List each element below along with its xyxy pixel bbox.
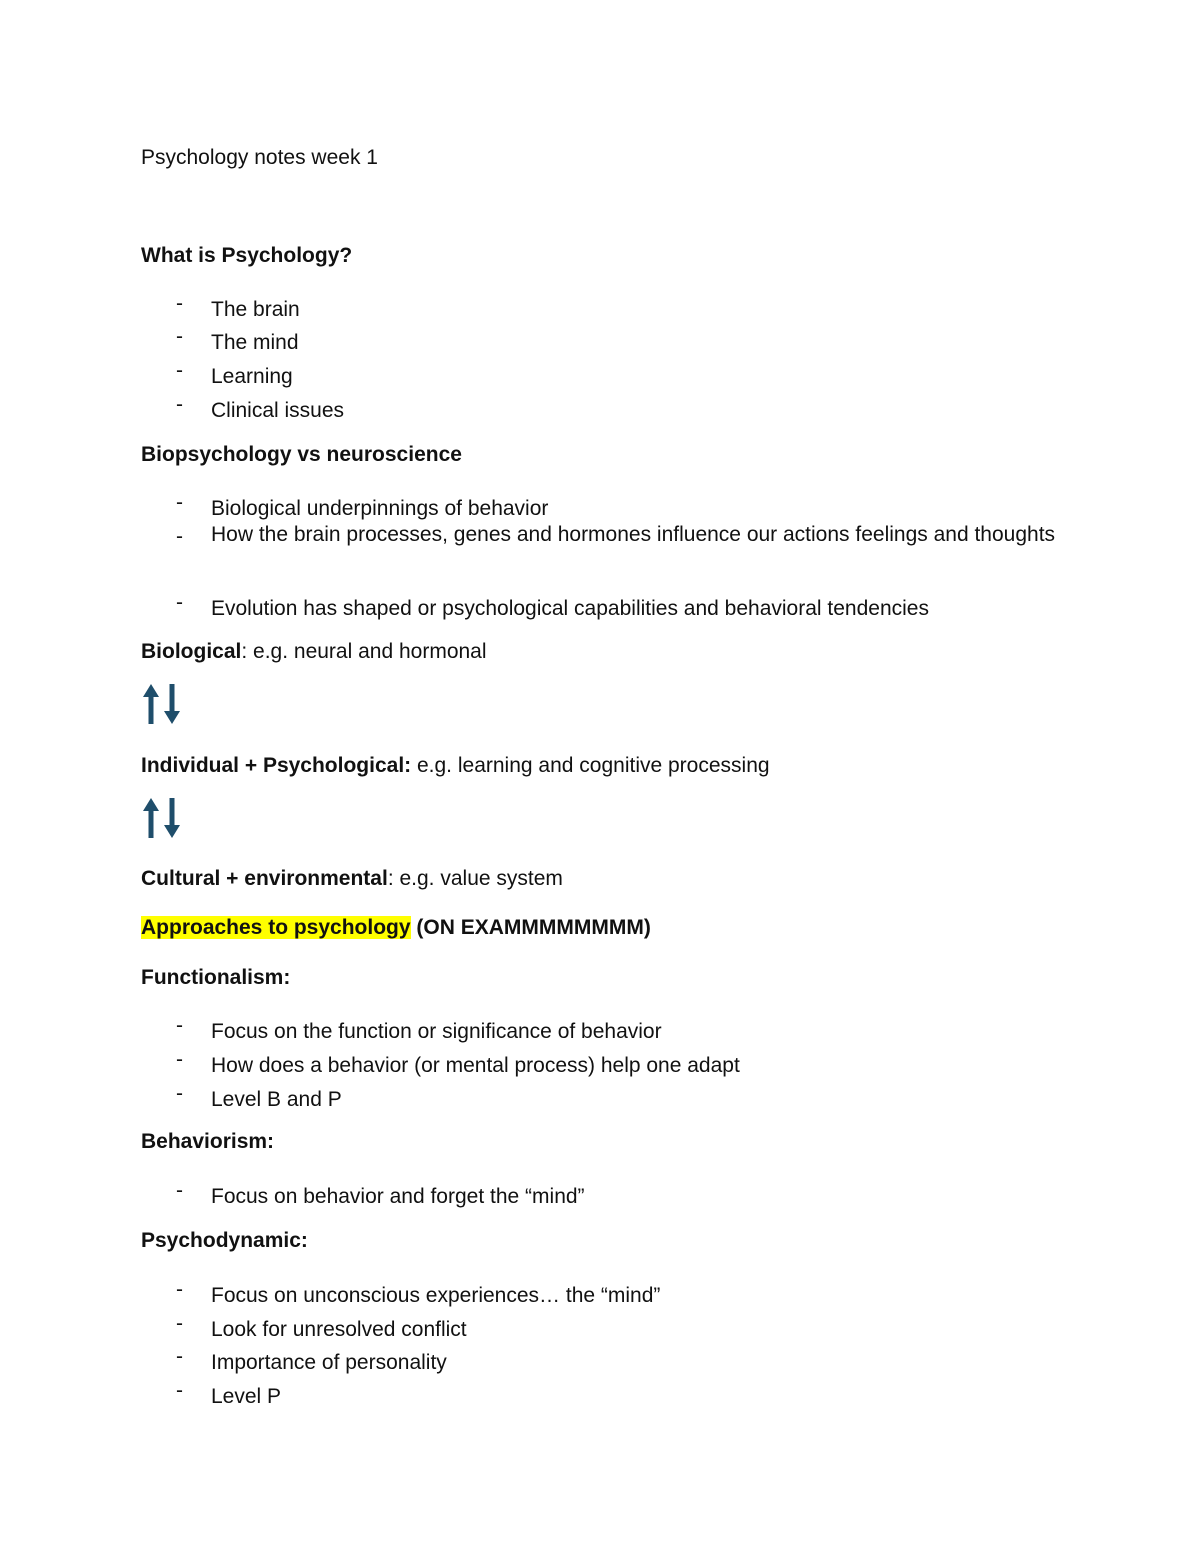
heading-approaches [141,917,651,938]
heading-biopsychology: Biopsychology vs neuroscience [141,443,462,466]
heading-what-is-psychology: What is Psychology? [141,244,353,267]
bullet-dash: - [176,1048,183,1071]
level-biological [141,641,487,662]
level-biological-label: Biological [141,640,242,663]
list-item-text: Evolution has shaped or psychological capabilities and behavioral tendencies [211,597,929,620]
level-cultural-label: Cultural + environmental [141,867,388,890]
bullet-dash: - [176,1082,183,1105]
bullet-dash: - [176,325,183,348]
level-individual-text: e.g. learning and cognitive processing [411,754,770,777]
heading-functionalism: Functionalism: [141,966,291,989]
list-item-text: Focus on unconscious experiences… the “mind” [211,1284,661,1307]
list-item-text: How the brain processes, genes and hormones influence our actions feelings and thoughts [211,523,1056,546]
bullet-dash: - [176,1379,183,1402]
bullet-dash: - [176,1179,183,1202]
up-down-arrows-icon [141,684,185,728]
bullet-dash: - [176,1278,183,1301]
bullet-dash: - [176,525,183,548]
list-item-text: Focus on behavior and forget the “mind” [211,1185,585,1208]
heading-behaviorism: Behaviorism: [141,1130,275,1153]
up-down-arrows-icon [141,798,185,842]
list-item-text: Learning [211,365,293,388]
bullet-dash: - [176,292,183,315]
list-item-text: How does a behavior (or mental process) help one adapt [211,1054,740,1077]
list-item-text: Biological underpinnings of behavior [211,497,549,520]
bullet-dash: - [176,359,183,382]
level-cultural-text: : e.g. value system [387,867,563,890]
bullet-dash: - [176,393,183,416]
list-item-text: The brain [211,298,300,321]
list-item-text: Importance of personality [211,1351,447,1374]
list-item-text: The mind [211,331,299,354]
bullet-dash: - [176,591,183,614]
document-title: Psychology notes week 1 [141,146,378,169]
bullet-dash: - [176,491,183,514]
level-individual-label: Individual + Psychological: [141,754,412,777]
bullet-dash: - [176,1312,183,1335]
bullet-dash: - [176,1345,183,1368]
highlighted-heading: Approaches to psychology [141,916,411,939]
level-biological-text: : e.g. neural and hormonal [241,640,487,663]
list-item-text: Focus on the function or significance of behavior [211,1020,662,1043]
list-item-text: Level B and P [211,1088,342,1111]
level-cultural [141,868,563,889]
bullet-dash: - [176,1014,183,1037]
level-individual [141,755,770,776]
list-item-text: Clinical issues [211,399,345,422]
heading-psychodynamic: Psychodynamic: [141,1229,308,1252]
exam-note: (ON EXAMMMMMMMM) [410,916,651,939]
list-item-text: Level P [211,1385,282,1408]
list-item-text: Look for unresolved conflict [211,1318,467,1341]
